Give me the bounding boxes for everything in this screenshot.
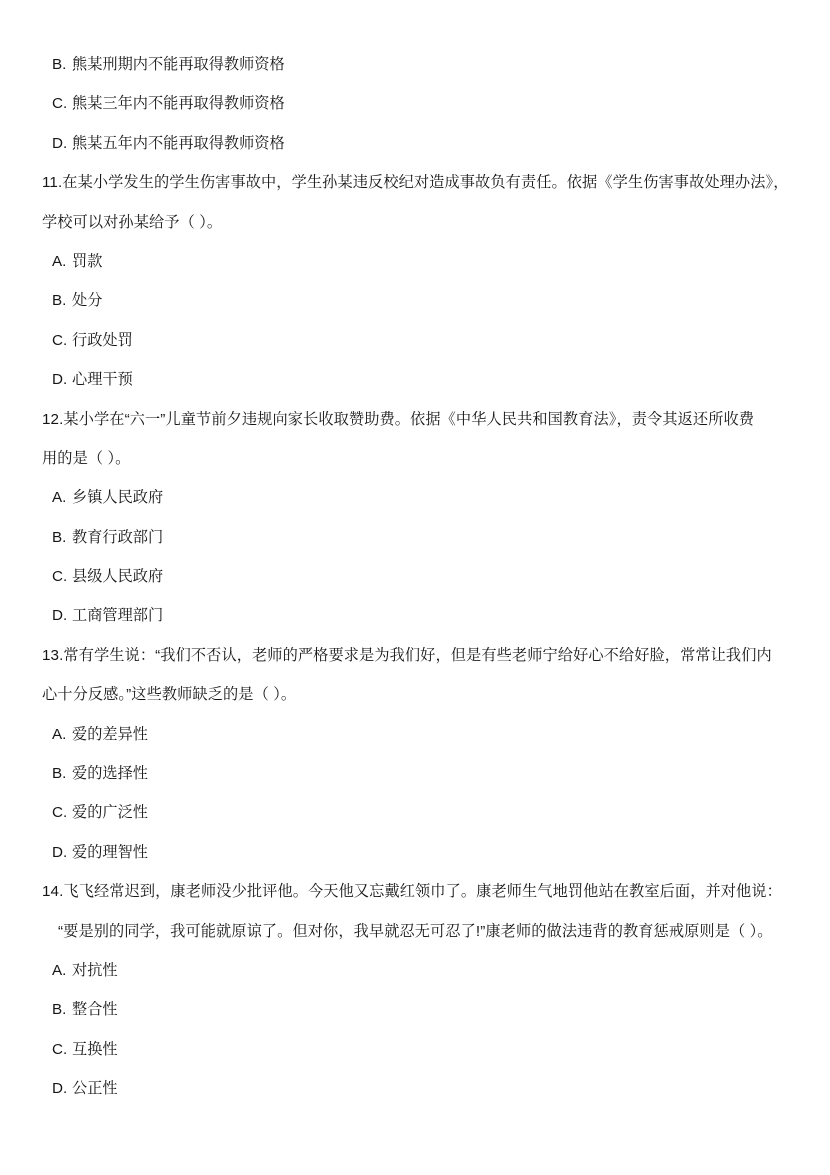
question-stem-line: 13.常有学生说：“我们不否认，老师的严格要求是为我们好，但是有些老师宁给好心不给好脸，常常让我们内 — [42, 646, 772, 664]
option-letter: D. — [52, 371, 68, 389]
option-text: 爱的广泛性 — [72, 804, 148, 822]
option-row — [42, 84, 795, 123]
option-letter: C. — [52, 95, 68, 113]
option-text: 熊某五年内不能再取得教师资格 — [72, 134, 285, 152]
option-letter: A. — [52, 725, 67, 743]
question-13 — [42, 636, 795, 872]
option-row — [42, 557, 795, 596]
option-text: 罚款 — [72, 252, 103, 270]
option-row — [42, 1069, 795, 1108]
question-11 — [42, 163, 795, 399]
question-12 — [42, 400, 795, 636]
option-text: 互换性 — [72, 1040, 118, 1058]
option-row — [42, 715, 795, 754]
option-letter: B. — [52, 292, 67, 310]
option-letter: B. — [52, 56, 67, 73]
option-row — [42, 360, 795, 399]
option-text: 县级人民政府 — [72, 568, 164, 586]
option-text: 爱的差异性 — [72, 725, 148, 743]
option-letter: C. — [52, 331, 68, 349]
option-letter: C. — [52, 804, 68, 822]
option-row — [42, 833, 795, 872]
option-text: 教育行政部门 — [72, 528, 164, 546]
option-text: 爱的选择性 — [72, 765, 148, 783]
option-row — [42, 45, 795, 84]
option-text: 处分 — [72, 292, 103, 310]
option-text: 熊某刑期内不能再取得教师资格 — [72, 56, 285, 73]
question-stem-line: 14.飞飞经常迟到，康老师没少批评他。今天他又忘戴红领巾了。康老师生气地罚他站在教室后面，并对他说： — [42, 883, 782, 901]
option-letter: A. — [52, 252, 67, 270]
option-row — [42, 951, 795, 990]
question-stem-line: 用的是（ ）。 — [42, 449, 131, 467]
option-row — [42, 754, 795, 793]
option-row — [42, 596, 795, 635]
option-letter: D. — [52, 134, 68, 152]
option-text: 工商管理部门 — [72, 607, 164, 625]
question-14 — [42, 872, 795, 1108]
option-row — [42, 518, 795, 557]
option-row — [42, 793, 795, 832]
option-letter: B. — [52, 1001, 67, 1019]
option-letter: D. — [52, 1080, 68, 1098]
question-stem-line: 11.在某小学发生的学生伤害事故中，学生孙某违反校纪对造成事故负有责任。依据《学生伤害事故处理办法》， — [42, 174, 789, 192]
question-stem-line: 12.某小学在“六一”儿童节前夕违规向家长收取赞助费。依据《中华人民共和国教育法》，责令其返还所收费 — [42, 410, 755, 428]
question-stem-line: 学校可以对孙某给予（ ）。 — [42, 213, 223, 231]
continued-question-options — [42, 45, 795, 163]
option-row — [42, 990, 795, 1029]
option-row — [42, 242, 795, 281]
option-text: 行政处罚 — [72, 331, 133, 349]
option-text: 心理干预 — [72, 371, 133, 389]
option-letter: A. — [52, 489, 67, 507]
option-row — [42, 124, 795, 163]
option-row — [42, 478, 795, 517]
option-letter: A. — [52, 961, 67, 979]
option-letter: C. — [52, 568, 68, 586]
option-row — [42, 321, 795, 360]
option-letter: B. — [52, 765, 67, 783]
option-text: 整合性 — [72, 1001, 118, 1019]
question-stem-line: “要是别的同学，我可能就原谅了。但对你，我早就忍无可忍了!”康老师的做法违背的教育惩戒原则是（ ）。 — [58, 922, 773, 940]
option-row — [42, 1030, 795, 1069]
option-text: 乡镇人民政府 — [72, 489, 164, 507]
option-text: 对抗性 — [72, 961, 118, 979]
option-letter: D. — [52, 607, 68, 625]
option-text: 熊某三年内不能再取得教师资格 — [72, 95, 285, 113]
option-letter: C. — [52, 1040, 68, 1058]
option-row — [42, 281, 795, 320]
option-letter: B. — [52, 528, 67, 546]
option-text: 爱的理智性 — [72, 843, 148, 861]
option-letter: D. — [52, 843, 68, 861]
option-text: 公正性 — [72, 1080, 118, 1098]
question-stem-line: 心十分反感。”这些教师缺乏的是（ ）。 — [42, 686, 297, 704]
